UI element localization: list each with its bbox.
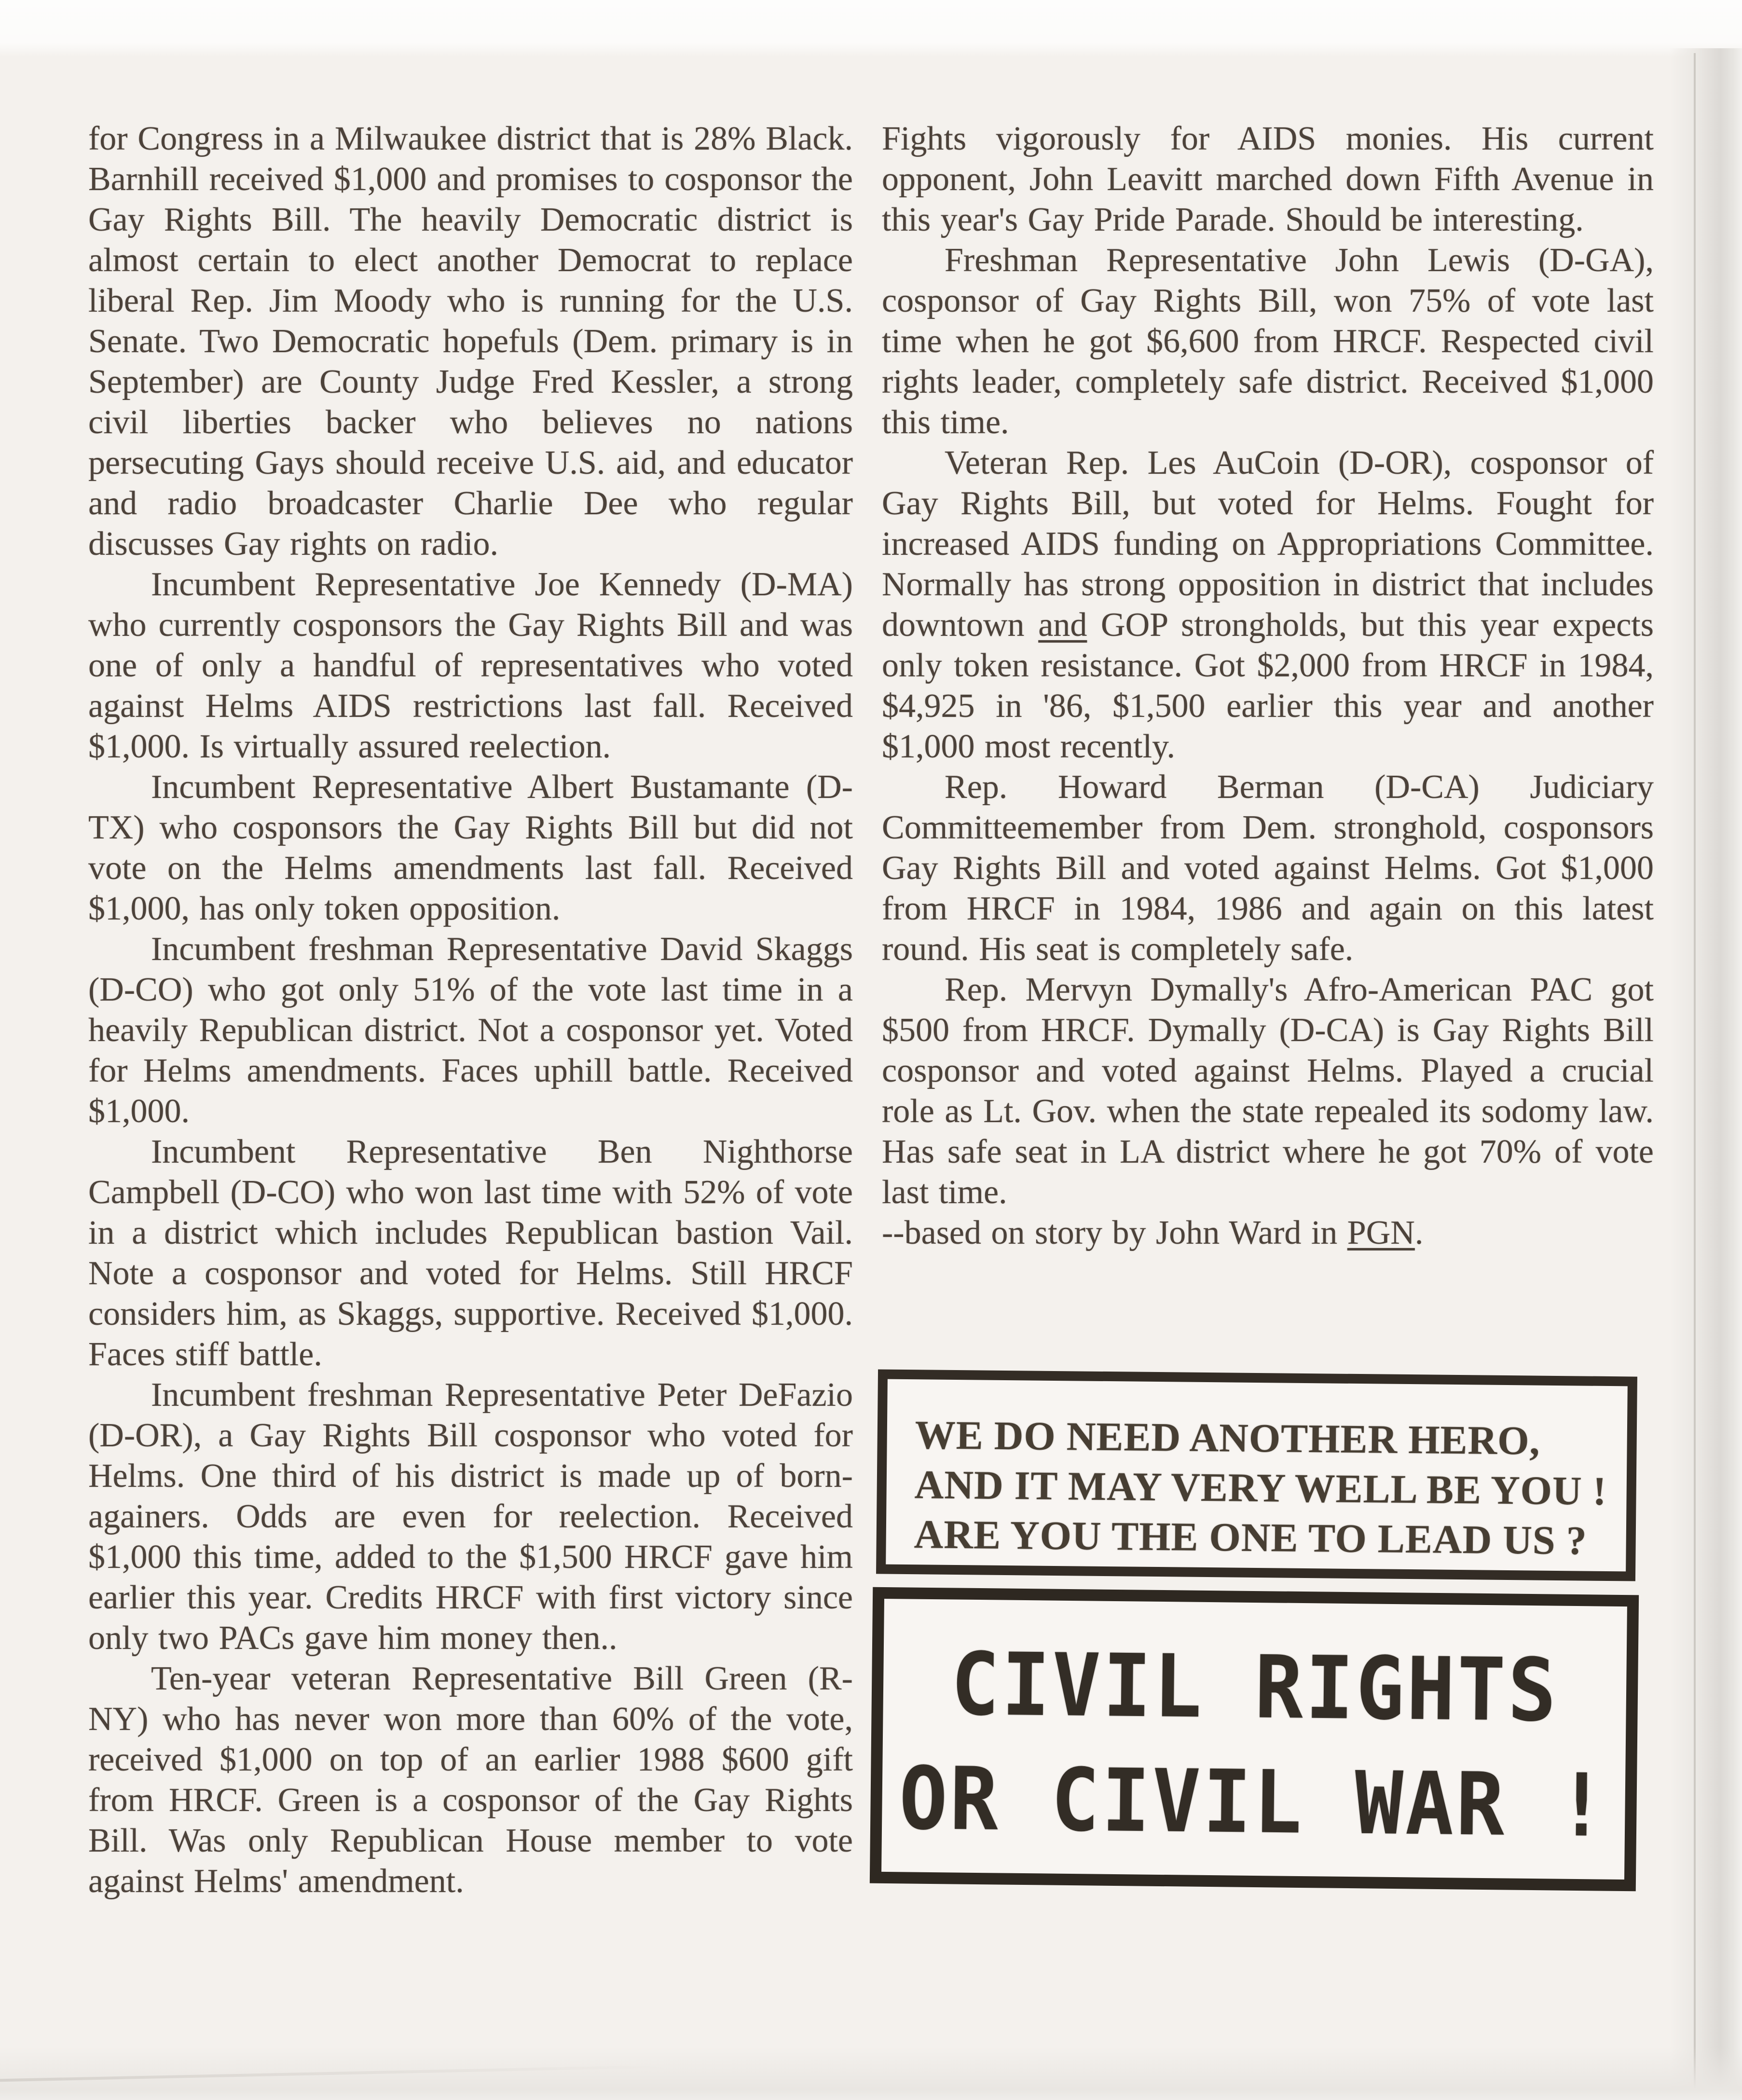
paragraph-text: Freshman Representative John Lewis (D-GA), cosponsor of Gay Rights Bill, won 75% of vote last time when he got $6,600 from HRCF. Respected civil rights leader, completely safe district. Received $1,000 this time. bbox=[882, 242, 1654, 441]
article-paragraph bbox=[882, 240, 1654, 443]
paper-right-edge-line bbox=[1694, 53, 1696, 2100]
paragraph-text: Fights vigorously for AIDS monies. His current opponent, John Leavitt marched down Fifth Avenue in this year's Gay Pride Parade. Should be interesting. bbox=[882, 120, 1654, 238]
article-paragraph bbox=[882, 119, 1654, 240]
article-column-right bbox=[882, 119, 1654, 1253]
civil-rights-banner-box bbox=[870, 1587, 1639, 1892]
byline-text: --based on story by John Ward in bbox=[882, 1214, 1347, 1251]
article-column-left bbox=[88, 119, 853, 1902]
byline-text: . bbox=[1414, 1214, 1424, 1251]
article-paragraph: Incumbent freshman Representative Peter DeFazio (D-OR), a Gay Rights Bill cosponsor who voted for Helms. One third of his district is made up of born-againers. Odds are even for reelection. Received $1,000 this time, added to the $1,500 HRCF gave him earlier this year. Credits HRCF with first victory since only two PACs gave him money then.. bbox=[88, 1376, 853, 1657]
scan-top-edge bbox=[0, 0, 1742, 57]
article-paragraph: for Congress in a Milwaukee district that is 28% Black. Barnhill received $1,000 and promises to cosponsor the Gay Rights Bill. The heavily Democratic district is almost certain to elect another Democrat to replace liberal Rep. Jim Moody who is running for the U.S. Senate. Two Democratic hopefuls (Dem. primary is in September) are County Judge Fred Kessler, a strong civil liberties backer who believes no nations persecuting Gays should receive U.S. aid, and educator and radio broadcaster Charlie Dee who regular discusses Gay rights on radio. bbox=[88, 120, 853, 563]
paragraph-text: Veteran Rep. Les AuCoin (D-OR), cosponsor of Gay Rights Bill, but voted for Helms. Fought for increased AIDS funding on Appropriations Committee. Normally has strong opposition in district that includes downtown bbox=[882, 444, 1654, 644]
article-paragraph: Ten-year veteran Representative Bill Green (R-NY) who has never won more than 60% of the vote, received $1,000 on top of an earlier 1988 $600 gift from HRCF. Green is a cosponsor of the Gay Rights Bill. Was only Republican House member to vote against Helms' amendment. bbox=[88, 1660, 853, 1900]
civil-rights-banner-line: OR CIVIL WAR ! bbox=[898, 1748, 1609, 1857]
article-paragraph: Incumbent Representative Albert Bustamante (D-TX) who cosponsors the Gay Rights Bill but did not vote on the Helms amendments last fall. Received $1,000, has only token opposition. bbox=[88, 769, 853, 927]
hero-callout-line: AND IT MAY VERY WELL BE YOU ! bbox=[914, 1462, 1607, 1514]
paragraph-text: GOP strongholds, but this year expects only token resistance. Got $2,000 from HRCF in 1984, $4,925 in '86, $1,500 earlier this year and another $1,000 most recently. bbox=[882, 606, 1654, 765]
paragraph-text: Rep. Howard Berman (D-CA) Judiciary Committeemember from Dem. stronghold, cosponsors Gay Rights Bill and voted against Helms. Got $1,000 from HRCF in 1984, 1986 and again on this latest round. His seat is completely safe. bbox=[882, 769, 1654, 968]
article-paragraph bbox=[882, 443, 1654, 767]
article-paragraph: Incumbent Representative Ben Nighthorse Campbell (D-CO) who won last time with 52% of vote in a district which includes Republican bastion Vail. Note a cosponsor and voted for Helms. Still HRCF considers him, as Skaggs, supportive. Received $1,000. Faces stiff battle. bbox=[88, 1133, 853, 1373]
article-paragraph bbox=[882, 970, 1654, 1213]
byline bbox=[882, 1213, 1654, 1253]
hero-callout-line: WE DO NEED ANOTHER HERO, bbox=[915, 1413, 1541, 1464]
article-paragraph: Incumbent freshman Representative David Skaggs (D-CO) who got only 51% of the vote last time in a heavily Republican district. Not a cosponsor yet. Voted for Helms amendments. Faces uphill battle. Received $1,000. bbox=[88, 931, 853, 1130]
paper-right-edge bbox=[1670, 48, 1742, 2100]
article-paragraph: Incumbent Representative Joe Kennedy (D-MA) who currently cosponsors the Gay Rights Bill and was one of only a handful of representatives who voted against Helms AIDS restrictions last fall. Received $1,000. Is virtually assured reelection. bbox=[88, 566, 853, 765]
underlined-word: and bbox=[1038, 606, 1087, 644]
paragraph-text: Rep. Mervyn Dymally's Afro-American PAC got $500 from HRCF. Dymally (D-CA) is Gay Rights Bill cosponsor and voted against Helms. Played a crucial role as Lt. Gov. when the state repealed its sodomy law. Has safe seat in LA district where he got 70% of vote last time. bbox=[882, 971, 1654, 1211]
civil-rights-banner-line: CIVIL RIGHTS bbox=[950, 1634, 1559, 1742]
byline-source: PGN bbox=[1347, 1214, 1415, 1251]
article-paragraph bbox=[882, 767, 1654, 970]
hero-callout-line: ARE YOU THE ONE TO LEAD US ? bbox=[914, 1512, 1588, 1564]
hero-callout-box bbox=[876, 1369, 1637, 1581]
